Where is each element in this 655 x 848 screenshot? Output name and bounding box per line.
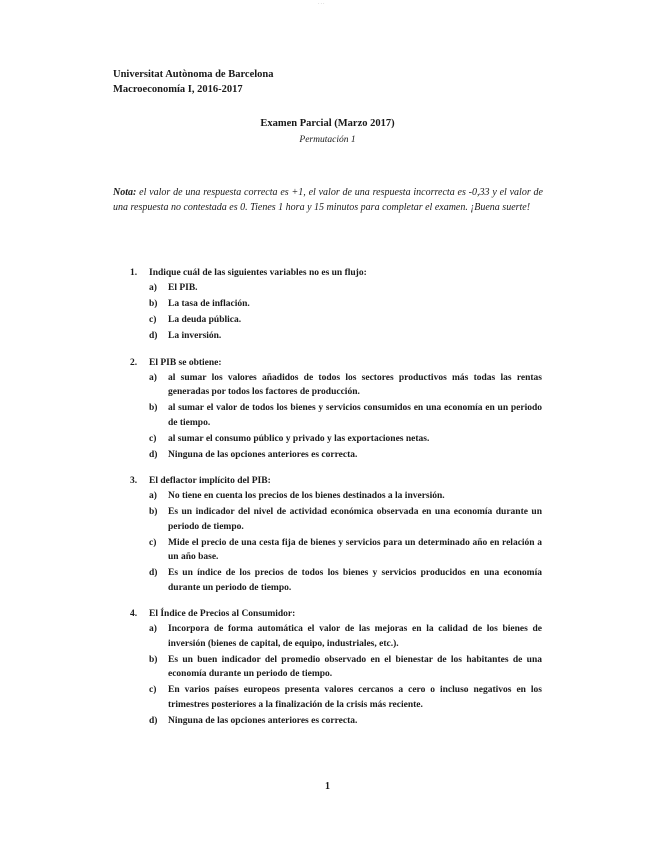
answer-option xyxy=(149,281,542,296)
option-text: No tiene en cuenta los precios de los bienes destinados a la inversión. xyxy=(168,491,445,501)
option-text: Ninguna de las opciones anteriores es correcta. xyxy=(168,715,358,726)
option-letter: a) xyxy=(149,491,157,501)
answer-option xyxy=(149,432,542,447)
question-number: 1. xyxy=(130,268,138,278)
option-text: La deuda pública. xyxy=(168,315,242,325)
answer-option xyxy=(149,566,542,595)
top-mark: ... xyxy=(318,0,326,6)
option-letter: c) xyxy=(149,315,157,325)
answer-option xyxy=(149,297,542,312)
option-letter: c) xyxy=(149,685,157,695)
question-text: El Índice de Precios al Consumidor: xyxy=(149,609,296,619)
option-text: Incorpora de forma automática el valor de las mejoras en la calidad de los bienes de inversión (bienes de capital, de equipo, industriales, etc.). xyxy=(168,624,542,649)
question-2 xyxy=(130,356,542,463)
question-stem xyxy=(130,266,542,281)
question-stem xyxy=(130,474,542,489)
option-text: al sumar los valores añadidos de todos los sectores productivos más todas las rentas generadas por todos los factores de producción. xyxy=(168,372,542,397)
answer-option xyxy=(149,448,542,463)
question-stem xyxy=(130,607,542,622)
answer-options xyxy=(149,622,542,728)
note-label: Nota: xyxy=(113,187,137,198)
question-text: El deflactor implícito del PIB: xyxy=(149,476,271,486)
question-list xyxy=(130,266,542,740)
answer-option xyxy=(149,313,542,328)
answer-option xyxy=(149,329,542,344)
question-4 xyxy=(130,607,542,728)
answer-options xyxy=(149,281,542,344)
option-text: Ninguna de las opciones anteriores es correcta. xyxy=(168,449,358,460)
option-text: El PIB. xyxy=(168,283,198,293)
question-number: 2. xyxy=(130,357,138,368)
page-number: 1 xyxy=(325,781,330,792)
option-letter: d) xyxy=(149,568,158,578)
question-stem xyxy=(130,356,542,371)
option-letter: d) xyxy=(149,715,158,726)
answer-option xyxy=(149,714,542,729)
option-letter: a) xyxy=(149,283,157,293)
question-1 xyxy=(130,266,542,344)
option-letter: c) xyxy=(149,433,157,444)
option-text: al sumar el valor de todos los bienes y servicios consumidos en una economía en un periodo de tiempo. xyxy=(168,403,542,428)
university-name: Universitat Autònoma de Barcelona xyxy=(113,69,274,80)
question-text: Indique cuál de las siguientes variables no es un flujo: xyxy=(149,268,367,278)
exam-permutation: Permutación 1 xyxy=(299,135,356,145)
answer-option xyxy=(149,653,542,682)
question-text: El PIB se obtiene: xyxy=(149,357,222,368)
answer-option xyxy=(149,683,542,712)
option-letter: b) xyxy=(149,299,158,309)
question-3 xyxy=(130,474,542,595)
option-letter: d) xyxy=(149,331,158,341)
note-text: el valor de una respuesta correcta es +1, el valor de una respuesta incorrecta es -0,33 y el valor de una respuesta no contestada es 0. Tienes 1 hora y 15 minutos para completar el examen. ¡Buena suerte! xyxy=(113,187,543,213)
option-letter: d) xyxy=(149,449,158,460)
answer-option xyxy=(149,505,542,534)
option-letter: b) xyxy=(149,403,158,413)
course-name: Macroeconomía I, 2016-2017 xyxy=(113,84,243,95)
option-letter: b) xyxy=(149,654,158,665)
answer-option xyxy=(149,489,542,504)
option-letter: b) xyxy=(149,507,158,517)
option-letter: a) xyxy=(149,372,157,383)
option-text: Es un índice de los precios de todos los bienes y servicios producidos en una economía durante un periodo de tiempo. xyxy=(168,568,542,593)
option-letter: a) xyxy=(149,624,157,634)
option-text: Es un indicador del nivel de actividad económica observada en una economía durante un periodo de tiempo. xyxy=(168,507,542,532)
question-number: 4. xyxy=(130,609,138,619)
option-text: Es un buen indicador del promedio observado en el bienestar de los habitantes de una economía durante un periodo de tiempo. xyxy=(168,654,542,679)
option-text: La inversión. xyxy=(168,331,222,341)
answer-option xyxy=(149,371,542,400)
title-block xyxy=(0,116,655,147)
answer-option xyxy=(149,622,542,651)
document-header xyxy=(113,67,274,97)
answer-options xyxy=(149,489,542,595)
answer-options xyxy=(149,371,542,463)
exam-note xyxy=(113,185,543,215)
option-text: La tasa de inflación. xyxy=(168,299,250,309)
option-text: Mide el precio de una cesta fija de bienes y servicios para un determinado año en relación a un año base. xyxy=(168,537,542,562)
answer-option xyxy=(149,401,542,430)
option-text: En varios países europeos presenta valores cercanos a cero o incluso negativos en los trimestres posteriores a la finalización de la crisis más reciente. xyxy=(168,685,542,710)
option-text: al sumar el consumo público y privado y las exportaciones netas. xyxy=(168,433,430,444)
exam-title: Examen Parcial (Marzo 2017) xyxy=(260,118,395,129)
option-letter: c) xyxy=(149,537,157,548)
answer-option xyxy=(149,536,542,565)
question-number: 3. xyxy=(130,476,138,486)
